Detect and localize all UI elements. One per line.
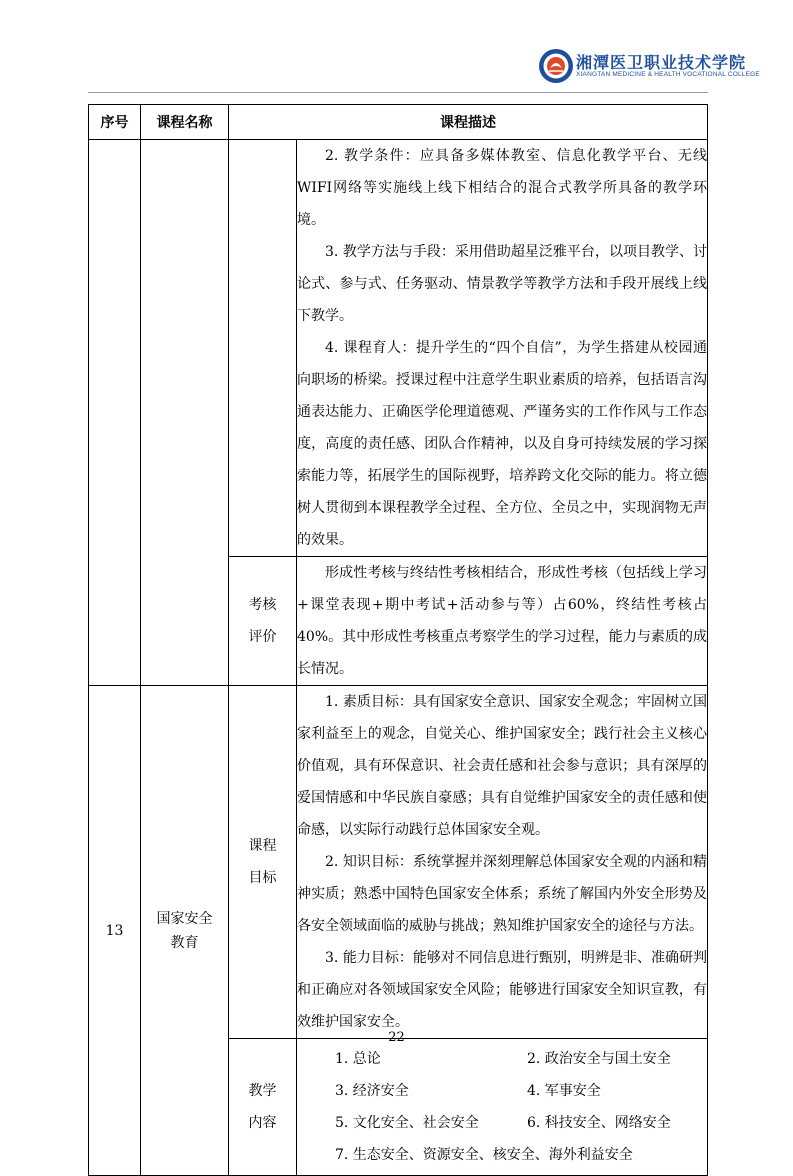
college-emblem-icon: [538, 48, 574, 84]
course-number: 13: [89, 686, 141, 1176]
table-row: [89, 140, 708, 557]
logo-english-name: XIANGTAN MEDICINE & HEALTH VOCATIONAL COLLEGE: [576, 71, 760, 78]
assessment-label: 考核 评价: [229, 557, 297, 686]
list-item: 6. 科技安全、网络安全: [527, 1115, 671, 1131]
continued-name-cell: [141, 140, 229, 686]
teaching-content-label: 教学 内容: [229, 1039, 297, 1176]
paragraph-teaching-conditions: 2. 教学条件：应具备多媒体教室、信息化教学平台、无线WIFI网络等实施线上线下相结合的混合式教学所具备的教学环境。: [297, 148, 707, 228]
header-number: 序号: [89, 105, 141, 140]
header-divider: [88, 92, 708, 93]
continued-number-cell: [89, 140, 141, 686]
logo-chinese-name: 湘潭医卫职业技术学院: [576, 53, 747, 72]
course-goal-label: 课程 目标: [229, 686, 297, 1039]
goal-quality: 1. 素质目标：具有国家安全意识、国家安全观念；牢固树立国家利益至上的观念，自觉关心、维护国家安全；践行社会主义核心价值观，具有环保意识、社会责任感和社会参与意识；具有深厚的爱国情感和中华民族自豪感；具有自觉维护国家安全的责任感和使命感，以实际行动践行总体国家安全观。: [297, 694, 707, 838]
list-item: 4. 军事安全: [527, 1083, 601, 1099]
paragraph-teaching-methods: 3. 教学方法与手段：采用借助超星泛雅平台，以项目教学、讨论式、参与式、任务驱动、情景教学等教学方法和手段开展线上线下教学。: [297, 244, 707, 324]
header-course-description: 课程描述: [229, 105, 708, 140]
table-row: [89, 686, 708, 1039]
assessment-description: 形成性考核与终结性考核相结合，形成性考核（包括线上学习+课堂表现+期中考试+活动参与等）占60%，终结性考核占40%。其中形成性考核重点考察学生的学习过程，能力与素质的成长情况。: [297, 557, 708, 686]
list-item: 1. 总论: [335, 1051, 381, 1067]
paragraph-course-education: 4. 课程育人：提升学生的“四个自信”，为学生搭建从校园通向职场的桥梁。授课过程中注意学生职业素质的培养，包括语言沟通表达能力、正确医学伦理道德观、严谨务实的工作作风与工作态度，高度的责任感、团队合作精神，以及自身可持续发展的学习探索能力等，拓展学生的国际视野，培养跨文化交际的能力。将立德树人贯彻到本课程教学全过程、全方位、全员之中，实现润物无声的效果。: [297, 340, 707, 548]
goal-knowledge: 2. 知识目标：系统掌握并深刻理解总体国家安全观的内涵和精神实质；熟悉中国特色国家安全体系；系统了解国内外安全形势及各安全领域面临的威胁与挑战；熟知维护国家安全的途径与方法。: [297, 854, 707, 934]
list-item: 7. 生态安全、资源安全、核安全、海外利益安全: [335, 1147, 633, 1163]
continued-label-cell: [229, 140, 297, 557]
header-course-name: 课程名称: [141, 105, 229, 140]
list-item: 3. 经济安全: [335, 1083, 409, 1099]
college-logo: [538, 46, 760, 88]
goal-ability: 3. 能力目标：能够对不同信息进行甄别，明辨是非、准确研判和正确应对各领域国家安全风险；能够进行国家安全知识宣教，有效维护国家安全。: [297, 950, 707, 1030]
teaching-content-list: [297, 1039, 707, 1175]
course-table: [88, 104, 708, 1176]
course-name: 国家安全 教育: [141, 686, 229, 1176]
list-item: 2. 政治安全与国土安全: [527, 1051, 671, 1067]
table-header-row: [89, 105, 708, 140]
teaching-content-cell: [297, 1039, 708, 1176]
page-number: 22: [388, 1030, 405, 1045]
continued-description: [297, 140, 708, 557]
course-goals: [297, 686, 708, 1039]
list-item: 5. 文化安全、社会安全: [335, 1115, 479, 1131]
